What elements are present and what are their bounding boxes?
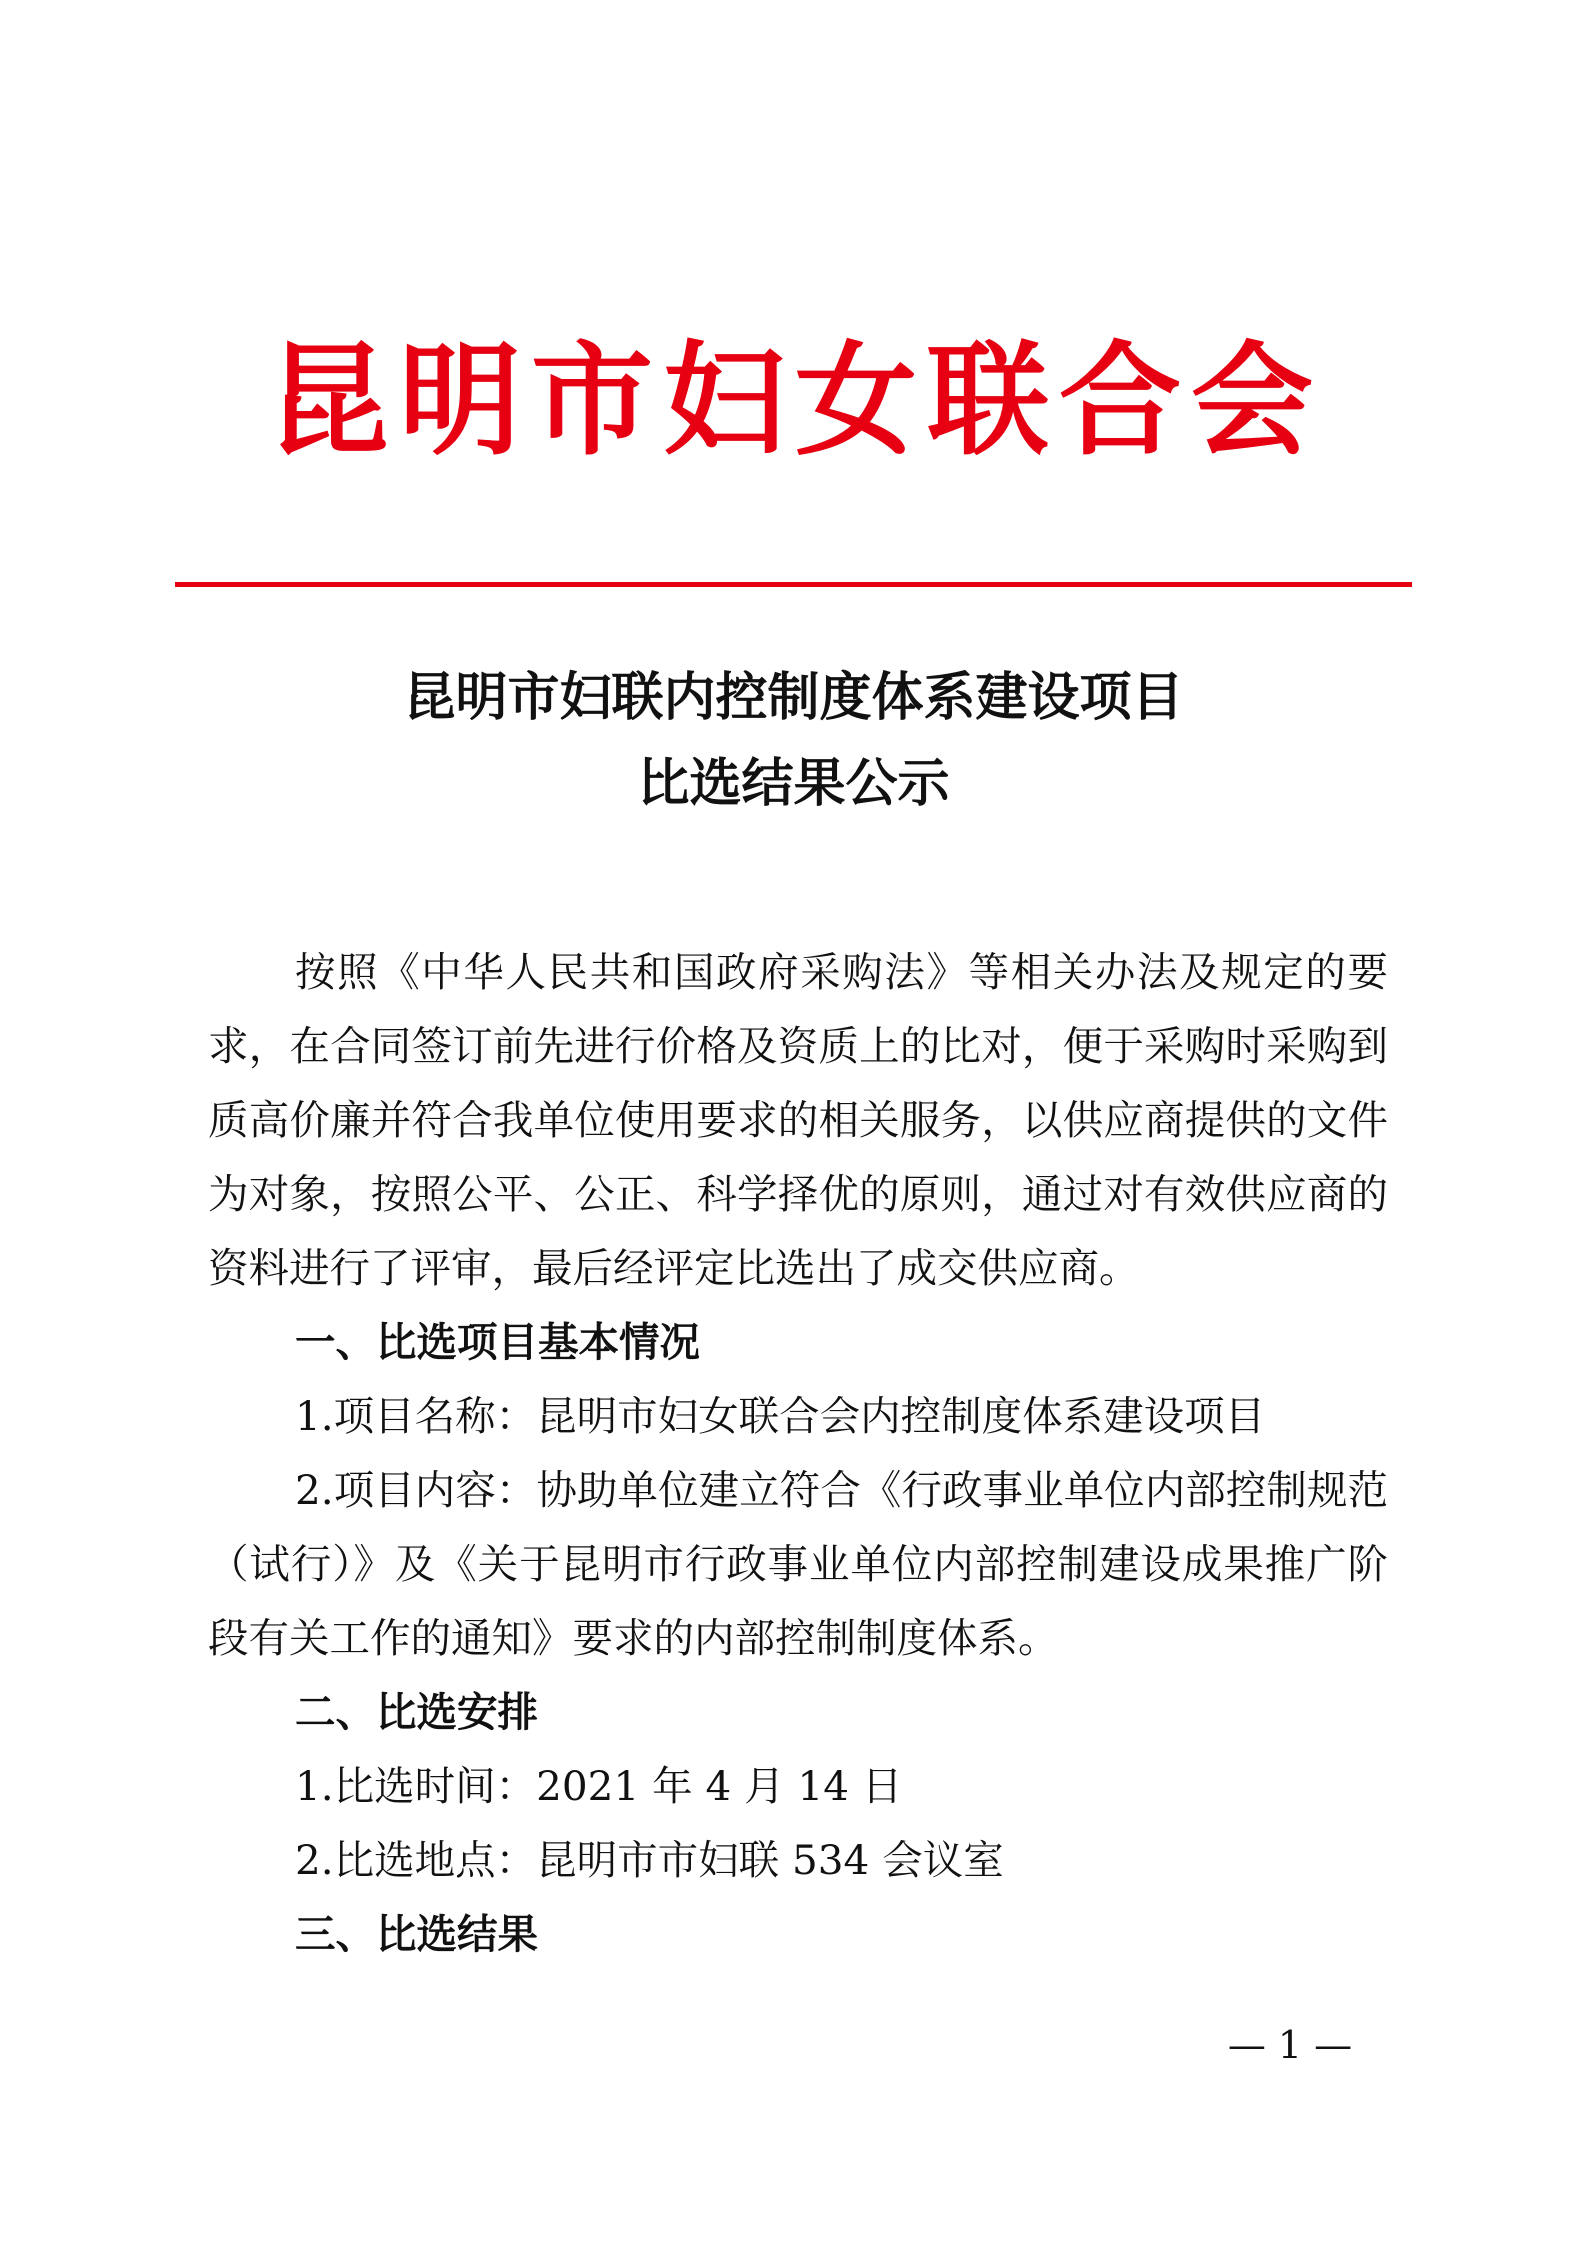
section-2-heading: 二、比选安排 — [295, 1688, 538, 1736]
organization-header: 昆明市妇女联合会 — [267, 328, 1323, 472]
intro-paragraph: 按照《中华人民共和国政府采购法》等相关办法及规定的要求，在合同签订前先进行价格及资质上的比对，便于采购时采购到质高价廉并符合我单位使用要求的相关服务，以供应商提供的文件为对象，按照公平、公正、科学择优的原则，通过对有效供应商的资料进行了评审，最后经评定比选出了成交供应商。 — [208, 948, 1388, 1292]
document-title-line-2: 比选结果公示 — [637, 753, 950, 814]
red-divider-rule — [175, 582, 1412, 587]
section-1-heading: 一、比选项目基本情况 — [295, 1318, 700, 1366]
project-content-item: 2.项目内容：协助单位建立符合《行政事业单位内部控制规范（试行）》及《关于昆明市行政事业单位内部控制建设成果推广阶段有关工作的通知》要求的内部控制制度体系。 — [208, 1466, 1388, 1662]
project-name-item: 1.项目名称：昆明市妇女联合会内控制度体系建设项目 — [295, 1392, 1266, 1440]
section-3-heading: 三、比选结果 — [295, 1910, 538, 1958]
selection-time-item: 1.比选时间：2021 年 4 月 14 日 — [295, 1762, 903, 1810]
document-title — [175, 655, 1412, 827]
document-body — [208, 935, 1388, 1971]
selection-location-item: 2.比选地点：昆明市市妇联 534 会议室 — [295, 1836, 1004, 1884]
document-title-line-1: 昆明市妇联内控制度体系建设项目 — [403, 667, 1184, 728]
page-number: — 1 — — [1227, 2023, 1353, 2067]
